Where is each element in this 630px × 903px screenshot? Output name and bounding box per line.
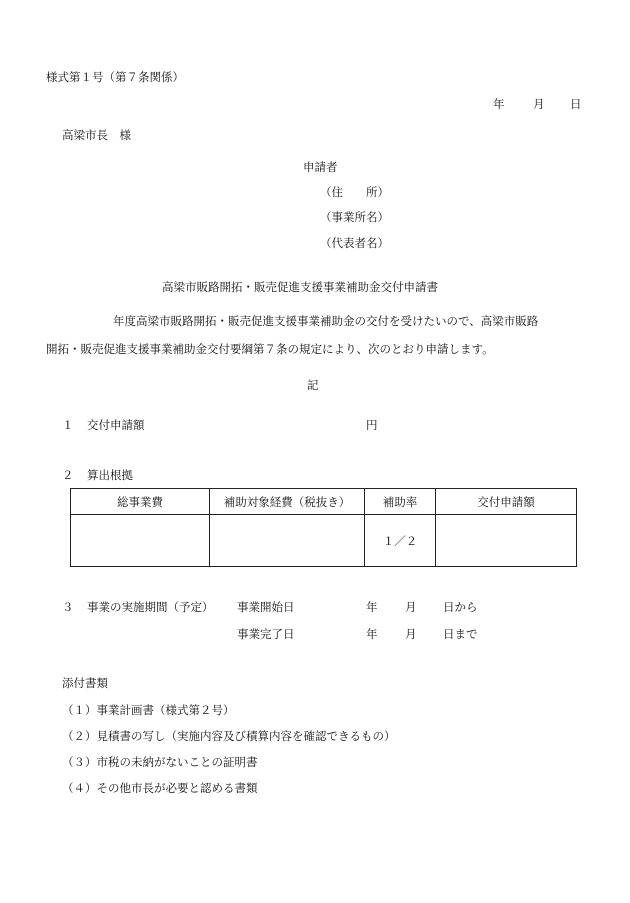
date-month-label: 月 (533, 97, 545, 111)
table-cell-requested-amount (436, 515, 577, 567)
ki-marker: 記 (307, 378, 319, 392)
table-cell-subsidy-rate: １／２ (365, 515, 436, 567)
start-day-label: 日から (443, 600, 478, 614)
end-date-label: 事業完了日 (237, 627, 295, 641)
applicant-representative-label: （代表者名） (320, 236, 389, 250)
applicant-label: 申請者 (303, 160, 338, 174)
table-cell-total-cost (71, 515, 210, 567)
attachment-item: （４）その他市長が必要と認める書類 (62, 781, 258, 795)
start-month-label: 月 (405, 600, 417, 614)
body-line-1: 年度高梁市販路開拓・販売促進支援事業補助金の交付を受けたいので、高梁市販路 (113, 314, 539, 328)
end-day-label: 日まで (443, 627, 478, 641)
item-2-label: 算出根拠 (87, 468, 133, 482)
date-day-label: 日 (570, 97, 582, 111)
body-line-2: 開拓・販売促進支援事業補助金交付要綱第７条の規定により、次のとおり申請します。 (46, 342, 494, 356)
item-1-unit: 円 (366, 418, 378, 432)
table-header-eligible-cost: 補助対象経費（税抜き） (210, 489, 365, 515)
form-number: 様式第１号（第７条関係） (46, 70, 184, 84)
attachment-item: （２）見積書の写し（実施内容及び積算内容を確認できるもの） (62, 729, 396, 743)
addressee: 高梁市長 様 (62, 128, 131, 142)
item-1-label: 交付申請額 (87, 418, 145, 432)
calculation-table (70, 488, 577, 567)
table-header-row (71, 489, 577, 515)
table-cell-eligible-cost (210, 515, 365, 567)
item-3-label: 事業の実施期間（予定） (87, 600, 214, 614)
start-year-label: 年 (366, 600, 378, 614)
item-2-number: ２ (62, 468, 74, 482)
item-1-number: １ (62, 418, 74, 432)
document-title: 高梁市販路開拓・販売促進支援事業補助金交付申請書 (162, 280, 438, 294)
end-month-label: 月 (405, 627, 417, 641)
table-header-total-cost: 総事業費 (71, 489, 210, 515)
table-header-requested-amount: 交付申請額 (436, 489, 577, 515)
item-3-number: ３ (62, 600, 74, 614)
applicant-address-label: （住 所） (320, 185, 389, 199)
table-row (71, 515, 577, 567)
end-year-label: 年 (366, 627, 378, 641)
attachment-item: （３）市税の未納がないことの証明書 (62, 755, 258, 769)
attachments-heading: 添付書類 (62, 676, 108, 690)
start-date-label: 事業開始日 (237, 600, 295, 614)
date-year-label: 年 (493, 97, 505, 111)
applicant-business-name-label: （事業所名） (320, 210, 389, 224)
attachment-item: （１）事業計画書（様式第２号） (62, 703, 235, 717)
table-header-subsidy-rate: 補助率 (365, 489, 436, 515)
